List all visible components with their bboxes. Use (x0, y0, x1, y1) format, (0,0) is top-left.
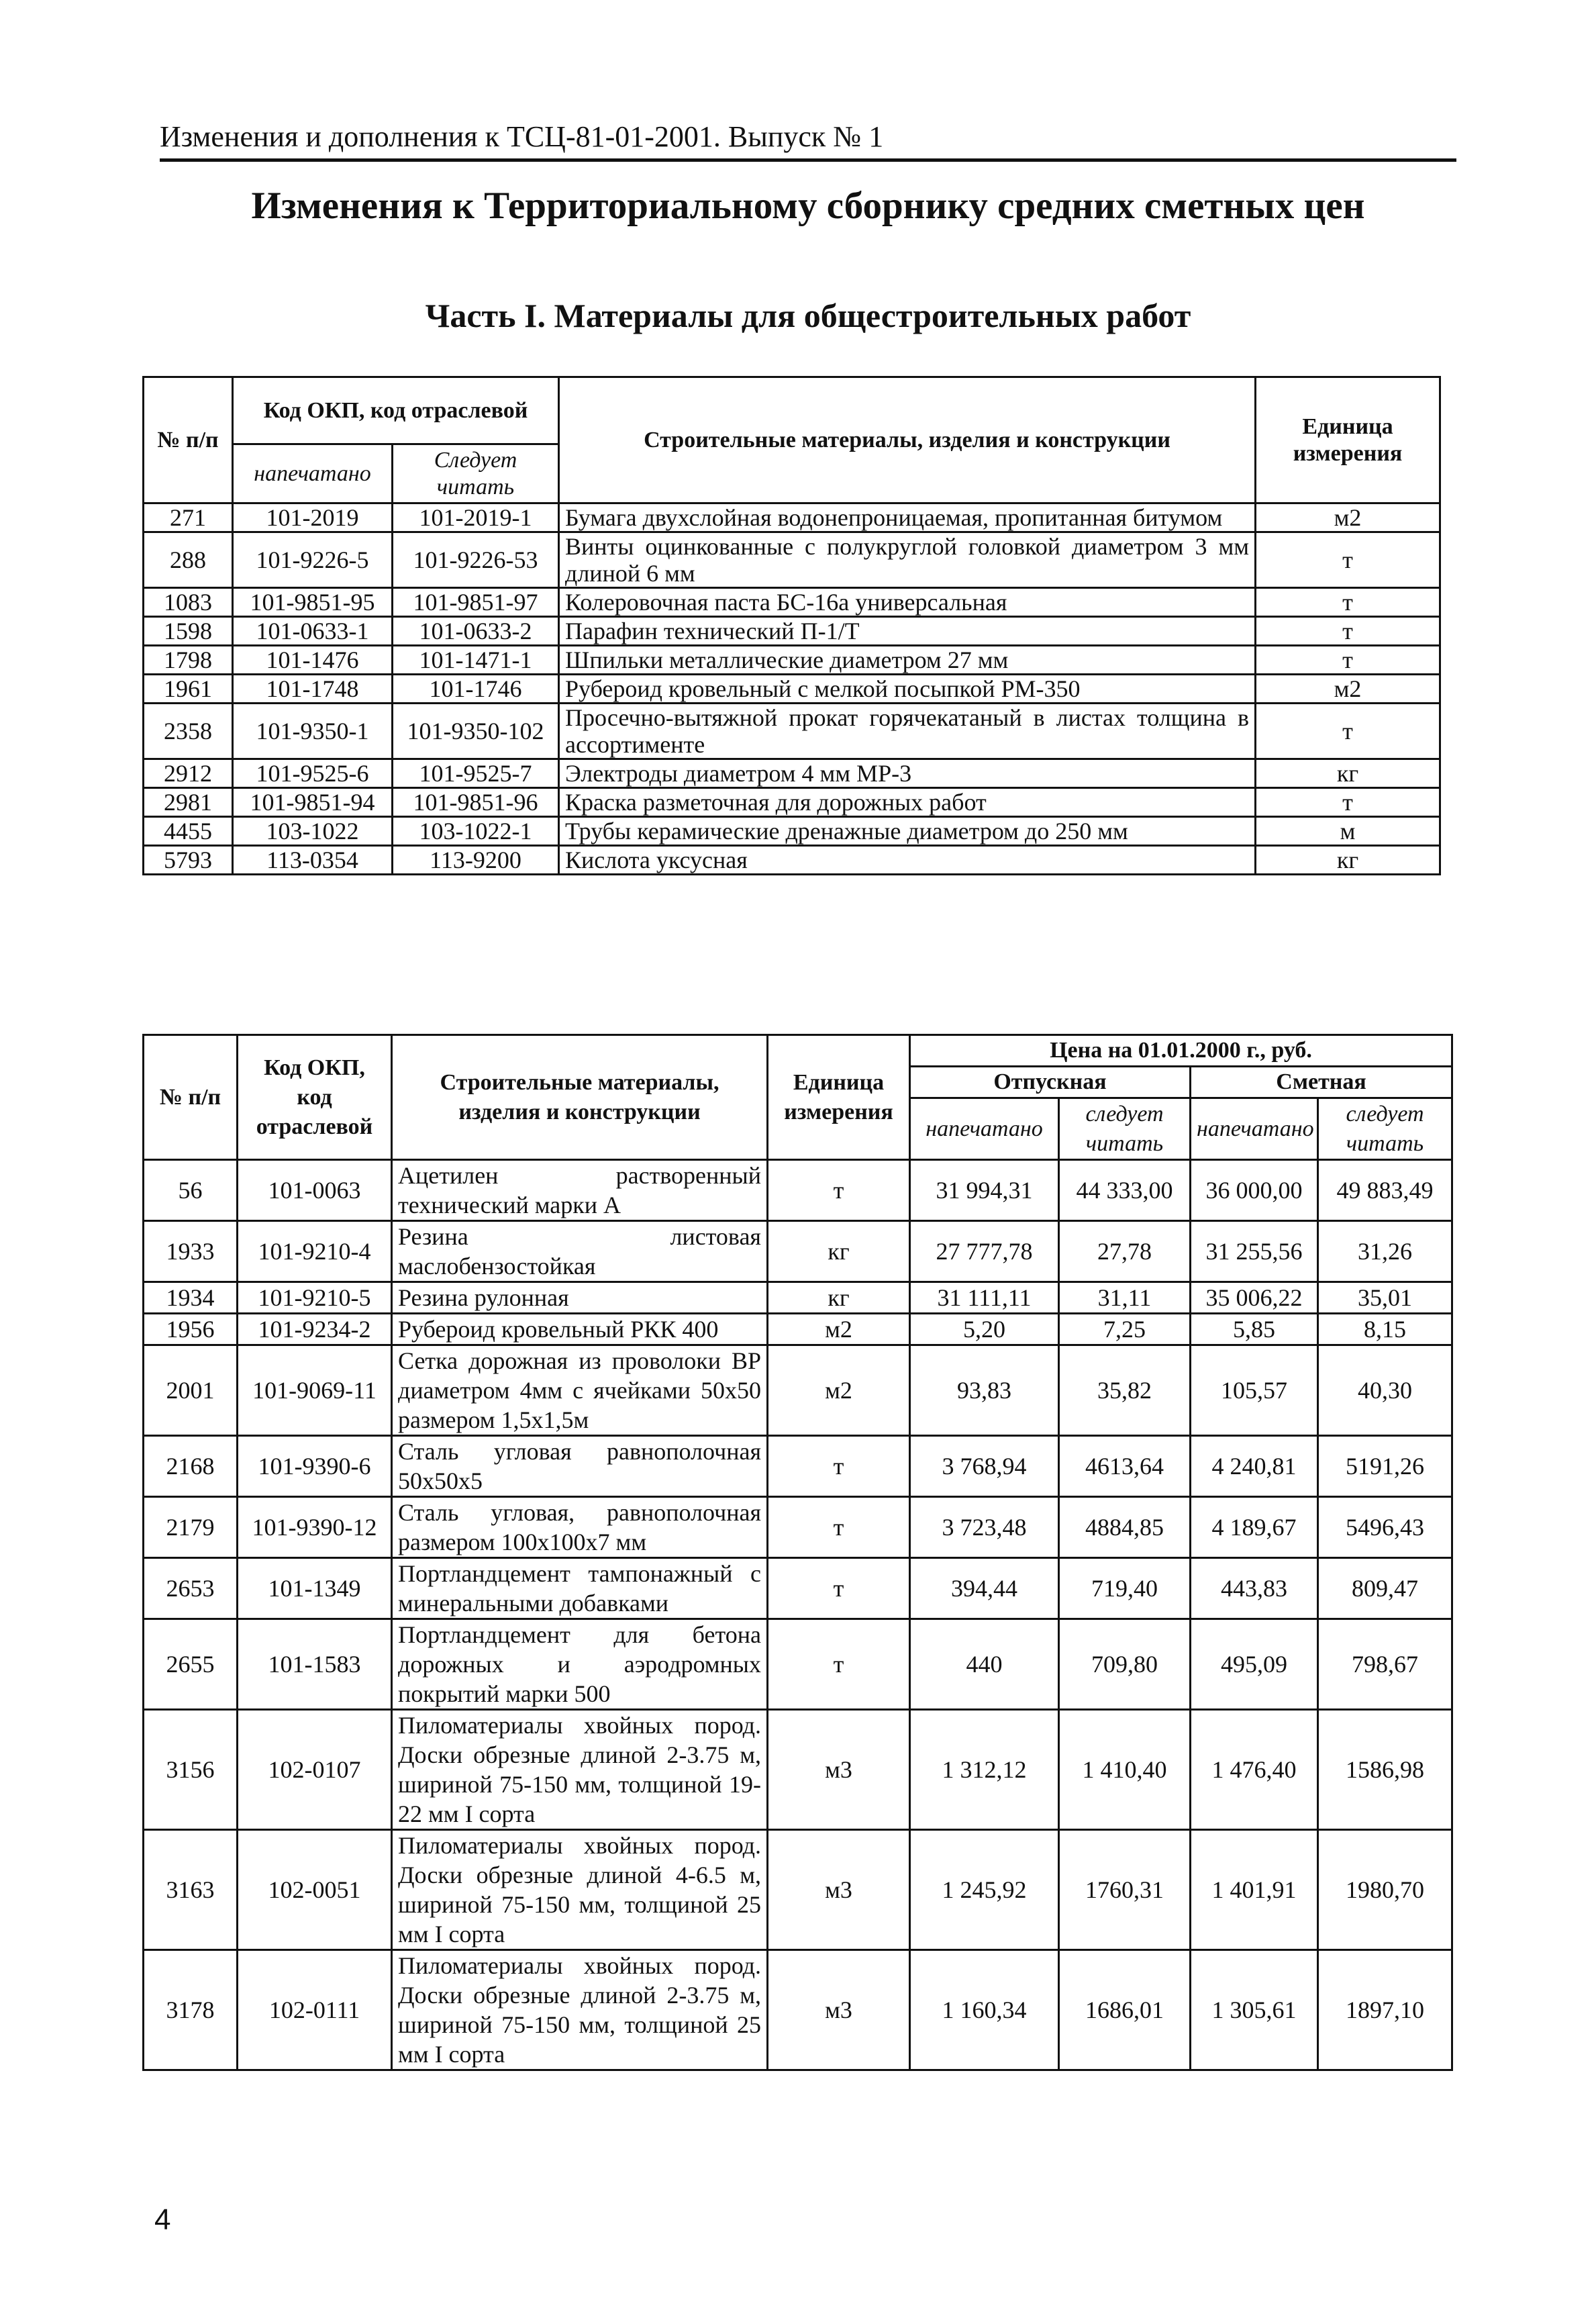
estimate-price-printed: 4 240,81 (1191, 1436, 1318, 1497)
release-price-printed: 3 768,94 (910, 1436, 1059, 1497)
document-title: Изменения к Территориальному сборнику средних сметных цен (251, 185, 1365, 227)
t1-header-code-group: Код ОКП, код отраслевой (233, 377, 559, 444)
release-price-printed: 1 312,12 (910, 1710, 1059, 1830)
unit: т (768, 1436, 910, 1497)
estimate-price-should-read: 5496,43 (1318, 1497, 1452, 1558)
t2-header-code: Код ОКП, код отраслевой (238, 1035, 392, 1160)
code-printed: 101-9851-95 (233, 588, 393, 617)
unit: м3 (768, 1830, 910, 1950)
t2-header-estimate-should: следует читать (1318, 1098, 1452, 1160)
material-name: Бумага двухслойная водонепроницаемая, пропитанная битумом (559, 503, 1256, 532)
material-name: Резина листовая маслобензостойкая (392, 1221, 768, 1282)
material-name: Просечно-вытяжной прокат горячекатаный в листах толщина в ассортименте (559, 704, 1256, 759)
code: 101-1583 (238, 1619, 392, 1710)
estimate-price-printed: 35 006,22 (1191, 1282, 1318, 1314)
release-price-printed: 440 (910, 1619, 1059, 1710)
row-number: 2912 (144, 759, 233, 788)
t2-header-release-should: следует читать (1059, 1098, 1191, 1160)
unit: м (1256, 817, 1440, 846)
table-row (144, 788, 1440, 817)
code-printed: 101-9851-94 (233, 788, 393, 817)
table-row (144, 1160, 1452, 1221)
release-price-should-read: 1 410,40 (1059, 1710, 1191, 1830)
release-price-should-read: 1760,31 (1059, 1830, 1191, 1950)
table-row (144, 1436, 1452, 1497)
material-name: Шпильки металлические диаметром 27 мм (559, 646, 1256, 675)
unit: м2 (1256, 675, 1440, 704)
release-price-printed: 394,44 (910, 1558, 1059, 1619)
unit: кг (1256, 759, 1440, 788)
code-should-read: 101-1746 (393, 675, 559, 704)
table-row (144, 646, 1440, 675)
release-price-should-read: 4613,64 (1059, 1436, 1191, 1497)
code: 101-9210-5 (238, 1282, 392, 1314)
table-row (144, 675, 1440, 704)
t2-header-price-group: Цена на 01.01.2000 г., руб. (910, 1035, 1452, 1067)
table-row (144, 588, 1440, 617)
material-name: Портландцемент тампонажный с минеральными добавками (392, 1558, 768, 1619)
unit: т (1256, 788, 1440, 817)
estimate-price-printed: 31 255,56 (1191, 1221, 1318, 1282)
unit: т (768, 1497, 910, 1558)
row-number: 3178 (144, 1950, 238, 2070)
t1-header-name: Строительные материалы, изделия и конструкции (559, 377, 1256, 503)
table-row (144, 1345, 1452, 1436)
unit: т (1256, 617, 1440, 646)
row-number: 1934 (144, 1282, 238, 1314)
code-printed: 113-0354 (233, 846, 393, 875)
estimate-price-printed: 105,57 (1191, 1345, 1318, 1436)
material-name: Винты оцинкованные с полукруглой головкой диаметром 3 мм длиной 6 мм (559, 532, 1256, 588)
unit: т (768, 1558, 910, 1619)
code-should-read: 113-9200 (393, 846, 559, 875)
code-printed: 103-1022 (233, 817, 393, 846)
estimate-price-printed: 495,09 (1191, 1619, 1318, 1710)
release-price-printed: 27 777,78 (910, 1221, 1059, 1282)
code: 101-0063 (238, 1160, 392, 1221)
t2-header-unit: Единица измерения (768, 1035, 910, 1160)
code-should-read: 101-2019-1 (393, 503, 559, 532)
estimate-price-printed: 5,85 (1191, 1314, 1318, 1345)
release-price-printed: 93,83 (910, 1345, 1059, 1436)
row-number: 1083 (144, 588, 233, 617)
unit: т (768, 1160, 910, 1221)
table-row (144, 1282, 1452, 1314)
t1-header-unit: Единица измерения (1256, 377, 1440, 503)
table-row (144, 1497, 1452, 1558)
unit: кг (768, 1282, 910, 1314)
release-price-printed: 31 994,31 (910, 1160, 1059, 1221)
estimate-price-should-read: 809,47 (1318, 1558, 1452, 1619)
estimate-price-should-read: 1897,10 (1318, 1950, 1452, 2070)
estimate-price-should-read: 31,26 (1318, 1221, 1452, 1282)
material-name: Сетка дорожная из проволоки ВР диаметром 4мм с ячейками 50х50 размером 1,5х1,5м (392, 1345, 768, 1436)
table-row (144, 1619, 1452, 1710)
row-number: 1956 (144, 1314, 238, 1345)
code: 102-0111 (238, 1950, 392, 2070)
t1-header-printed: напечатано (233, 444, 393, 503)
material-name: Портландцемент для бетона дорожных и аэродромных покрытий марки 500 (392, 1619, 768, 1710)
t1-header-num: № п/п (144, 377, 233, 503)
code: 101-9069-11 (238, 1345, 392, 1436)
estimate-price-should-read: 8,15 (1318, 1314, 1452, 1345)
release-price-should-read: 4884,85 (1059, 1497, 1191, 1558)
code-printed: 101-9226-5 (233, 532, 393, 588)
table-row (144, 1221, 1452, 1282)
estimate-price-should-read: 1980,70 (1318, 1830, 1452, 1950)
material-name: Кислота уксусная (559, 846, 1256, 875)
material-name: Сталь угловая, равнополочная размером 100х100х7 мм (392, 1497, 768, 1558)
code-should-read: 101-0633-2 (393, 617, 559, 646)
estimate-price-printed: 1 401,91 (1191, 1830, 1318, 1950)
estimate-price-should-read: 5191,26 (1318, 1436, 1452, 1497)
row-number: 2179 (144, 1497, 238, 1558)
table-row (144, 1314, 1452, 1345)
unit: м3 (768, 1710, 910, 1830)
t2-header-name: Строительные материалы, изделия и конструкции (392, 1035, 768, 1160)
code-printed: 101-0633-1 (233, 617, 393, 646)
material-name: Рубероид кровельный с мелкой посыпкой РМ-350 (559, 675, 1256, 704)
table-row (144, 846, 1440, 875)
estimate-price-should-read: 35,01 (1318, 1282, 1452, 1314)
material-name: Резина рулонная (392, 1282, 768, 1314)
material-name: Рубероид кровельный РКК 400 (392, 1314, 768, 1345)
unit: т (1256, 704, 1440, 759)
material-name: Пиломатериалы хвойных пород. Доски обрезные длиной 2-3.75 м, шириной 75-150 мм, толщиной 19-22 мм I сорта (392, 1710, 768, 1830)
table-row (144, 704, 1440, 759)
code: 101-1349 (238, 1558, 392, 1619)
release-price-printed: 3 723,48 (910, 1497, 1059, 1558)
code-should-read: 101-9525-7 (393, 759, 559, 788)
material-name: Сталь угловая равнополочная 50х50х5 (392, 1436, 768, 1497)
row-number: 1798 (144, 646, 233, 675)
unit: м2 (768, 1314, 910, 1345)
t2-header-num: № п/п (144, 1035, 238, 1160)
release-price-should-read: 31,11 (1059, 1282, 1191, 1314)
row-number: 1961 (144, 675, 233, 704)
unit: кг (768, 1221, 910, 1282)
code-printed: 101-2019 (233, 503, 393, 532)
unit: т (1256, 646, 1440, 675)
row-number: 56 (144, 1160, 238, 1221)
release-price-printed: 1 160,34 (910, 1950, 1059, 2070)
material-name: Колеровочная паста БС-16а универсальная (559, 588, 1256, 617)
code-should-read: 101-9226-53 (393, 532, 559, 588)
unit: м3 (768, 1950, 910, 2070)
part-title: Часть I. Материалы для общестроительных работ (425, 297, 1191, 334)
row-number: 271 (144, 503, 233, 532)
unit: кг (1256, 846, 1440, 875)
row-number: 288 (144, 532, 233, 588)
t2-header-release: Отпускная (910, 1067, 1191, 1098)
estimate-price-should-read: 798,67 (1318, 1619, 1452, 1710)
header-rule (160, 158, 1456, 162)
code: 101-9210-4 (238, 1221, 392, 1282)
release-price-printed: 5,20 (910, 1314, 1059, 1345)
row-number: 2655 (144, 1619, 238, 1710)
row-number: 2358 (144, 704, 233, 759)
release-price-should-read: 719,40 (1059, 1558, 1191, 1619)
estimate-price-should-read: 40,30 (1318, 1345, 1452, 1436)
row-number: 1933 (144, 1221, 238, 1282)
t2-header-estimate-printed: напечатано (1191, 1098, 1318, 1160)
table-row (144, 1710, 1452, 1830)
page-number: 4 (154, 2203, 171, 2236)
code-printed: 101-1476 (233, 646, 393, 675)
unit: т (1256, 532, 1440, 588)
code: 101-9390-12 (238, 1497, 392, 1558)
row-number: 2653 (144, 1558, 238, 1619)
estimate-price-should-read: 1586,98 (1318, 1710, 1452, 1830)
material-name: Трубы керамические дренажные диаметром до 250 мм (559, 817, 1256, 846)
row-number: 3156 (144, 1710, 238, 1830)
unit: м2 (768, 1345, 910, 1436)
release-price-should-read: 35,82 (1059, 1345, 1191, 1436)
table-row (144, 617, 1440, 646)
price-correction-table (142, 1034, 1453, 2071)
release-price-should-read: 27,78 (1059, 1221, 1191, 1282)
row-number: 2168 (144, 1436, 238, 1497)
row-number: 1598 (144, 617, 233, 646)
t1-header-should-read: Следует читать (393, 444, 559, 503)
estimate-price-printed: 36 000,00 (1191, 1160, 1318, 1221)
row-number: 2001 (144, 1345, 238, 1436)
code-printed: 101-1748 (233, 675, 393, 704)
material-name: Электроды диаметром 4 мм МР-3 (559, 759, 1256, 788)
table-row (144, 1950, 1452, 2070)
release-price-printed: 1 245,92 (910, 1830, 1059, 1950)
estimate-price-printed: 443,83 (1191, 1558, 1318, 1619)
release-price-should-read: 709,80 (1059, 1619, 1191, 1710)
table-row (144, 759, 1440, 788)
code-should-read: 101-9350-102 (393, 704, 559, 759)
row-number: 5793 (144, 846, 233, 875)
material-name: Пиломатериалы хвойных пород. Доски обрезные длиной 2-3.75 м, шириной 75-150 мм, толщиной 25 мм I сорта (392, 1950, 768, 2070)
code: 102-0107 (238, 1710, 392, 1830)
estimate-price-printed: 1 476,40 (1191, 1710, 1318, 1830)
code-should-read: 101-9851-97 (393, 588, 559, 617)
running-header: Изменения и дополнения к ТСЦ-81-01-2001. Выпуск № 1 (160, 120, 884, 153)
code: 101-9390-6 (238, 1436, 392, 1497)
code: 102-0051 (238, 1830, 392, 1950)
material-name: Парафин технический П-1/Т (559, 617, 1256, 646)
t2-header-estimate: Сметная (1191, 1067, 1452, 1098)
material-name: Краска разметочная для дорожных работ (559, 788, 1256, 817)
material-name: Пиломатериалы хвойных пород. Доски обрезные длиной 4-6.5 м, шириной 75-150 мм, толщиной 25 мм I сорта (392, 1830, 768, 1950)
release-price-printed: 31 111,11 (910, 1282, 1059, 1314)
code-should-read: 101-9851-96 (393, 788, 559, 817)
table-row (144, 817, 1440, 846)
release-price-should-read: 7,25 (1059, 1314, 1191, 1345)
unit: м2 (1256, 503, 1440, 532)
table-row (144, 1830, 1452, 1950)
table-row (144, 532, 1440, 588)
code: 101-9234-2 (238, 1314, 392, 1345)
codes-correction-table (142, 376, 1441, 875)
row-number: 3163 (144, 1830, 238, 1950)
code-should-read: 103-1022-1 (393, 817, 559, 846)
estimate-price-printed: 4 189,67 (1191, 1497, 1318, 1558)
estimate-price-printed: 1 305,61 (1191, 1950, 1318, 2070)
row-number: 4455 (144, 817, 233, 846)
code-printed: 101-9525-6 (233, 759, 393, 788)
unit: т (1256, 588, 1440, 617)
release-price-should-read: 1686,01 (1059, 1950, 1191, 2070)
code-should-read: 101-1471-1 (393, 646, 559, 675)
estimate-price-should-read: 49 883,49 (1318, 1160, 1452, 1221)
t2-header-release-printed: напечатано (910, 1098, 1059, 1160)
unit: т (768, 1619, 910, 1710)
table-row (144, 503, 1440, 532)
code-printed: 101-9350-1 (233, 704, 393, 759)
row-number: 2981 (144, 788, 233, 817)
release-price-should-read: 44 333,00 (1059, 1160, 1191, 1221)
material-name: Ацетилен растворенный технический марки А (392, 1160, 768, 1221)
table-row (144, 1558, 1452, 1619)
